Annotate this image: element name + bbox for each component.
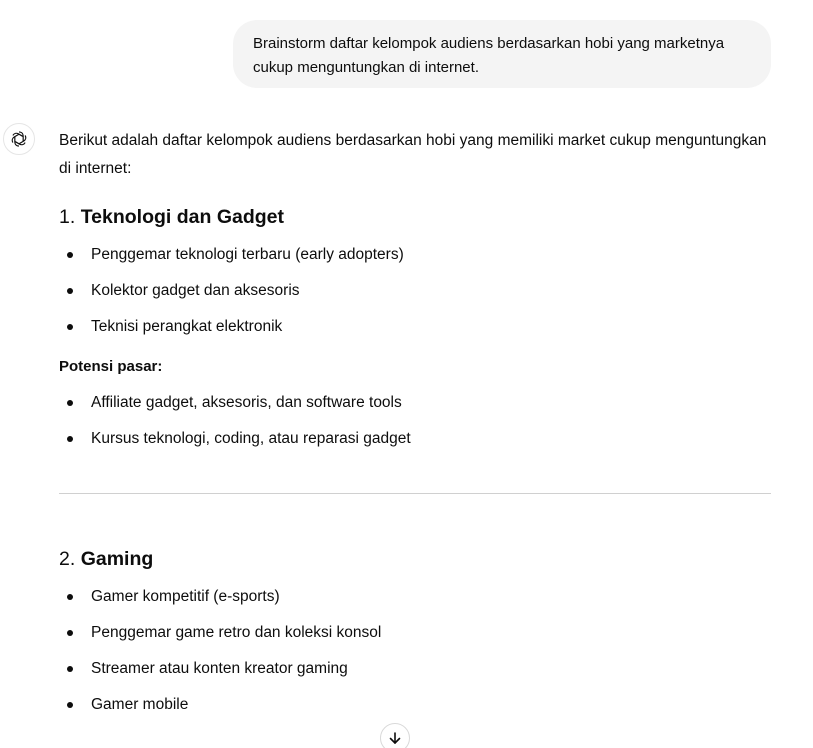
openai-logo-icon [9,129,29,149]
list-item: Gamer kompetitif (e-sports) [59,583,771,611]
scroll-to-bottom-button[interactable] [380,723,410,748]
list-item: Kursus teknologi, coding, atau reparasi gadget [59,425,771,453]
section-title-text: Teknologi dan Gadget [80,206,284,228]
section-divider [59,493,771,494]
list-item: Streamer atau konten kreator gaming [59,655,771,683]
arrow-down-icon [387,730,403,746]
section-number: 2. [59,548,76,570]
list-item: Gamer mobile [59,691,771,719]
list-item: Teknisi perangkat elektronik [59,313,771,341]
user-message-text: Brainstorm daftar kelompok audiens berdasarkan hobi yang marketnya cukup menguntungkan di internet. [253,35,725,76]
potential-market-label: Potensi pasar: [59,358,163,375]
list-item: Affiliate gadget, aksesoris, dan software tools [59,389,771,417]
list-item: Kolektor gadget dan aksesoris [59,277,771,305]
list-item: Penggemar game retro dan koleksi konsol [59,619,771,647]
assistant-avatar [3,123,35,155]
assistant-message [59,127,771,727]
section-title-text: Gaming [80,548,154,570]
section-title-1 [59,203,771,231]
list-item: Penggemar teknologi terbaru (early adopters) [59,241,771,269]
potential-market-list [59,389,771,453]
assistant-intro: Berikut adalah daftar kelompok audiens berdasarkan hobi yang memiliki market cukup menguntungkan di internet: [59,132,767,177]
section-title-2 [59,545,771,573]
user-message-bubble [233,20,771,88]
section-2-list [59,583,771,719]
section-number: 1. [59,206,76,228]
section-1-list [59,241,771,341]
